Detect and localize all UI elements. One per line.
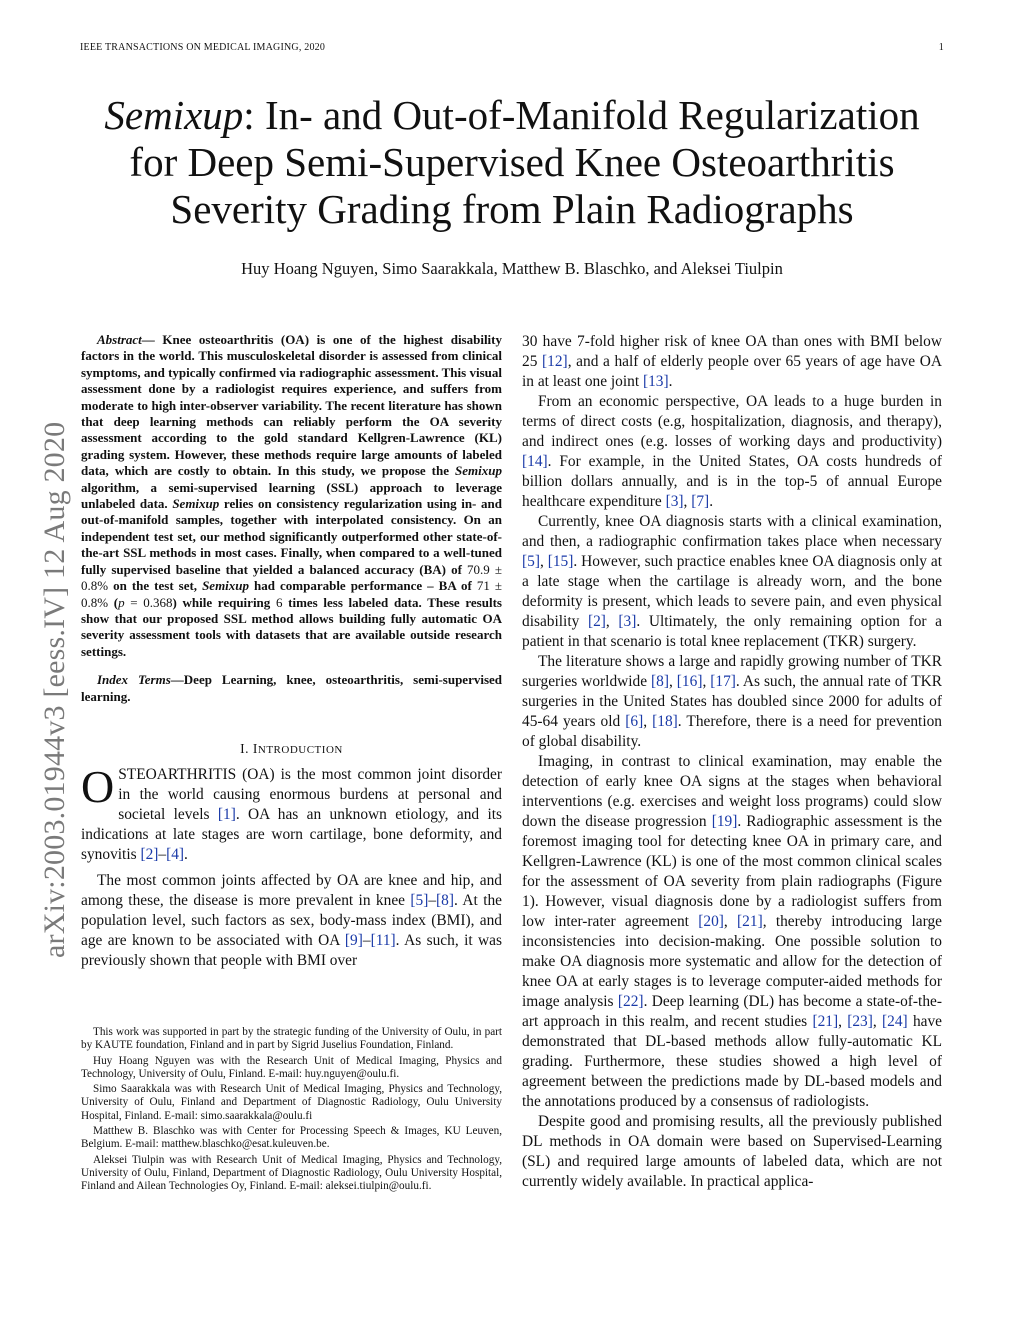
intro-paragraph-1: OSTEOARTHRITIS (OA) is the most common joint disorder in the world causing enormous burdens at personal and societal levels [1]. OA has an unknown etiology, and its indications at late stages are worn cartilage, bone deformity, and synovitis [2]–[4]. <box>81 760 502 863</box>
citation-link[interactable]: [20] <box>698 913 724 930</box>
citation-link[interactable]: [19] <box>711 813 738 830</box>
citation-link[interactable]: [5] <box>522 553 540 570</box>
citation-link[interactable]: [16] <box>676 673 703 690</box>
right-paragraph-3: Currently, knee OA diagnosis starts with a clinical examination, and then, a radiographic confirmation takes place when necessary [5], [15]. However, such practice enables knee OA diagnosis only at a late stage when the cartilage is already worn, and the bone deformity is present, which leads to severe pain, and even physical disability [2], [3]. Ultimately, the only remaining option for a patient in that scenario is total knee replacement (TKR) surgery. <box>522 513 943 650</box>
p-value: = 0.368 <box>124 594 173 610</box>
index-terms-label: Index Terms <box>97 672 171 688</box>
title-block <box>80 92 944 279</box>
citation-link[interactable]: [8] <box>436 891 454 909</box>
citation-link[interactable]: [17] <box>710 673 736 690</box>
citation-link[interactable]: [3] <box>665 493 684 510</box>
citation-link[interactable]: [8] <box>651 673 669 690</box>
citation-link[interactable]: [12] <box>542 353 568 370</box>
section-heading-introduction: I. INTRODUCTION <box>240 740 343 756</box>
footnote-author-2: Simo Saarakkala was with Research Unit of Medical Imaging, Physics and Technology, University of Oulu, Finland and Department of Diagnostic Radiology, Oulu University Hospital, Finland. E-mail: simo.saarakkala@oulu.fi <box>81 1083 502 1122</box>
page-number: 1 <box>938 42 944 53</box>
abstract-label: Abstract <box>97 332 142 347</box>
title-line3: Severity Grading from Plain Radiographs <box>170 186 854 232</box>
citation-link[interactable]: [14] <box>522 453 548 470</box>
citation-link[interactable]: [21] <box>812 1013 839 1030</box>
citation-link[interactable]: [11] <box>370 931 396 949</box>
citation-link[interactable]: [21] <box>737 913 763 930</box>
drop-cap: O <box>81 760 115 812</box>
citation-link[interactable]: [9] <box>344 931 363 949</box>
running-header <box>80 42 944 56</box>
citation-link[interactable]: [2] <box>140 845 159 863</box>
citation-link[interactable]: [3] <box>618 613 637 630</box>
baseline-accuracy: 70.9 ± 0.8% <box>81 561 502 594</box>
citation-link[interactable]: [18] <box>652 713 678 730</box>
right-paragraph-1: 30 have 7-fold higher risk of knee OA than ones with BMI below 25 [12], and a half of elderly people over 65 years of age have OA in at least one joint [13]. <box>522 333 942 390</box>
footnote-author-1: Huy Hoang Nguyen was with the Research Unit of Medical Imaging, Physics and Technology, University of Oulu, Finland. E-mail: huy.nguyen@oulu.fi. <box>81 1054 502 1080</box>
citation-link[interactable]: [22] <box>617 993 644 1010</box>
citation-link[interactable]: [15] <box>547 553 574 570</box>
footnotes <box>81 1026 502 1196</box>
journal-name: IEEE TRANSACTIONS ON MEDICAL IMAGING, 2020 <box>80 42 326 53</box>
paper-title <box>80 92 944 233</box>
citation-link[interactable]: [7] <box>691 493 710 510</box>
arxiv-identifier: arXiv:2003.01944v3 [eess.IV] 12 Aug 2020 <box>38 421 71 958</box>
citation-link[interactable]: [5] <box>410 891 429 909</box>
abstract: Abstract— Knee osteoarthritis (OA) is one of the highest disability factors in the world. This musculoskeletal disorder is assessed from clinical symptoms, and typically confirmed via radiographic assessment. This visual assessment done by a radiologist requires experience, and suffers from moderate to high inter-observer variability. The recent literature has shown that deep learning methods can reliably perform the OA severity assessment according to the gold standard Kellgren-Lawrence (KL) grading system. However, these methods require large amounts of labeled data, which are costly to obtain. In this study, we propose the Semixup algorithm, a semi-supervised learning (SSL) approach to leverage unlabeled data. Semixup relies on consistency regularization using in- and out-of-manifold samples, together with interpolated consistency. On an independent test set, our method significantly outperformed other state-of-the-art SSL methods in most cases. Finally, when compared to a well-tuned fully supervised baseline that yielded a balanced accuracy (BA) of 70.9 ± 0.8% on the test set, Semixup had comparable performance – BA of 71 ± 0.8% (p = 0.368) while requiring 6 times less labeled data. These results show that our proposed SSL method allows building fully automatic OA severity assessment tools with datasets that are available outside research settings. <box>81 332 503 659</box>
footnote-author-3: Matthew B. Blaschko was with Center for Processing Speech & Images, KU Leuven, Belgium. E-mail: matthew.blaschko@esat.kuleuven.be. <box>81 1125 502 1151</box>
right-paragraph-2: From an economic perspective, OA leads to a huge burden in terms of direct costs (e.g, hospitalization, diagnosis, and therapy), and indirect ones (e.g. losses of working days and productivity) [14]. For example, in the United States, OA costs hundreds of billion dollars annually, and is in the top-5 of annual Europe healthcare expenditure [3], [7]. <box>522 393 942 510</box>
right-column <box>522 332 942 1192</box>
citation-link[interactable]: [1] <box>217 805 236 823</box>
citation-link[interactable]: [24] <box>882 1013 908 1030</box>
right-paragraph-6: Despite good and promising results, all the previously published DL methods in OA domain were based on Supervised-Learning (SL) and required large amounts of labeled data, which are not currently widely available. In practical applica- <box>522 1113 942 1190</box>
footnote-author-4: Aleksei Tiulpin was with Research Unit of Medical Imaging, Physics and Technology, University of Oulu, Finland, Department of Diagnostic Radiology, Oulu University Hospital, Finland and Ailean Technologies Oy, Finland. E-mail: aleksei.tiulpin@oulu.fi. <box>81 1153 502 1193</box>
right-paragraph-4: The literature shows a large and rapidly growing number of TKR surgeries worldwide [8], [16], [17]. As such, the annual rate of TKR surgeries in the United States has doubled since 2000 for adults of 45-64 years old [6], [18]. Therefore, there is a need for prevention of global disability. <box>522 653 942 750</box>
right-paragraph-5: Imaging, in contrast to clinical examination, may enable the detection of early knee OA signs at the stages when behavioral interventions (e.g. exercises and weight loss programs) could slow down the disease progression [19]. Radiographic assessment is the foremost imaging tool for detecting knee OA in primary care, and Kellgren-Lawrence (KL) is one of the most common clinical scales for the assessment of OA severity from plain radiographs (Figure 1). However, visual diagnosis done by a radiologist suffers from low inter-rater agreement [20], [21], thereby introducing large inconsistencies into decision-making. One possible solution to make OA diagnosis more systematic and allow for the detection of knee OA at early stages is to leverage computer-aided methods for image analysis [22]. Deep learning (DL) has become a state-of-the-art approach in this realm, and recent studies [21], [23], [24] have demonstrated that DL-based methods allow fully-automatic KL grading. Furthermore, these studies showed a high level of agreement between the predictions made by DL-based models and the annotations produced by a consensus of radiologists. <box>522 753 942 1110</box>
title-line1: : In- and Out-of-Manifold Regularization <box>243 92 920 138</box>
citation-link[interactable]: [13] <box>642 373 669 390</box>
footnote-funding: This work was supported in part by the strategic funding of the University of Oulu, in part by KAUTE foundation, Finland and in part by Sigrid Juselius Foundation, Finland. <box>81 1026 502 1052</box>
citation-link[interactable]: [4] <box>166 845 185 863</box>
author-list: Huy Hoang Nguyen, Simo Saarakkala, Matthew B. Blaschko, and Aleksei Tiulpin <box>241 259 783 278</box>
title-line2: for Deep Semi-Supervised Knee Osteoarthritis <box>129 139 895 185</box>
citation-link[interactable]: [2] <box>587 613 606 630</box>
intro-paragraph-2: The most common joints affected by OA are knee and hip, and among these, the disease is more prevalent in knee [5]–[8]. At the population level, such factors as sex, body-mass index (BMI), and age are known to be associated with OA [9]–[11]. As such, it was previously shown that people with BMI over <box>81 871 502 969</box>
citation-link[interactable]: [6] <box>625 713 644 730</box>
left-column <box>81 332 502 971</box>
citation-link[interactable]: [23] <box>847 1013 873 1030</box>
index-terms: Index Terms—Deep Learning, knee, osteoarthritis, semi-supervised learning. <box>81 672 503 704</box>
semixup-accuracy: 71 ± 0.8% <box>81 578 502 610</box>
title-algorithm-name: Semixup <box>104 92 244 138</box>
